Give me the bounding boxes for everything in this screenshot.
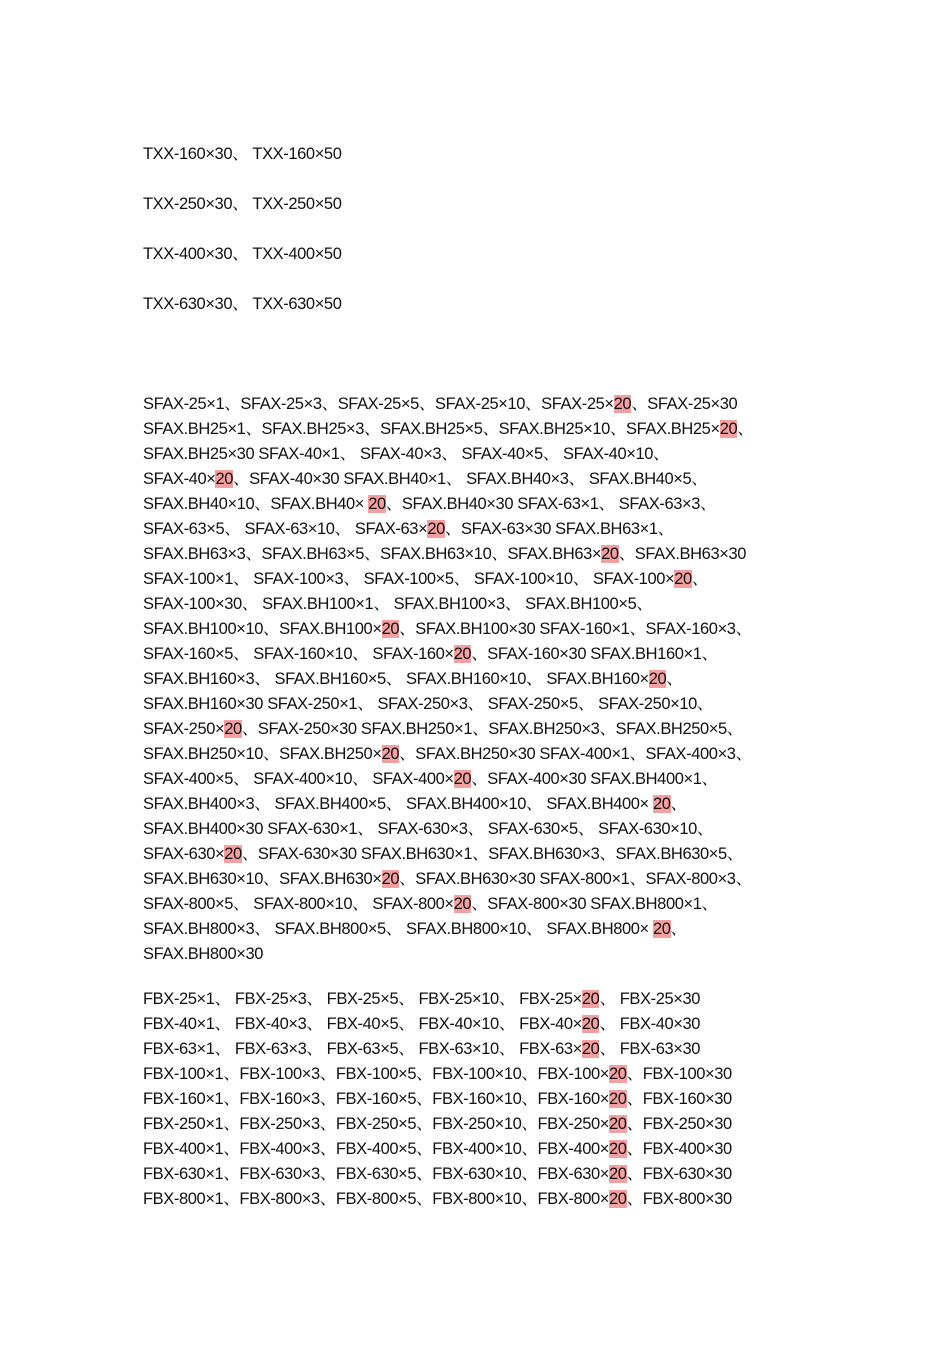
text-segment: SFAX-63×5、 SFAX-63×10、 SFAX-63× — [143, 520, 428, 538]
text-segment: 、SFAX-800×30 SFAX.BH800×1、 — [471, 895, 718, 913]
text-segment: SFAX.BH160×3、 SFAX.BH160×5、 SFAX.BH160×10、 SFAX.BH160× — [143, 670, 649, 688]
text-segment: 、SFAX-63×30 SFAX.BH63×1、 — [444, 520, 674, 538]
text-segment: 、 — [737, 420, 754, 438]
text-line — [143, 492, 823, 517]
highlighted-text: 20 — [609, 1065, 627, 1083]
text-segment: 、SFAX.BH40×30 SFAX-63×1、 SFAX-63×3、 — [385, 495, 717, 513]
text-segment: 、SFAX.BH100×30 SFAX-160×1、SFAX-160×3、 — [399, 620, 752, 638]
text-segment: SFAX-40× — [143, 470, 216, 488]
highlighted-text: 20 — [609, 1190, 627, 1208]
text-segment: TXX-630×30、 TXX-630×50 — [143, 295, 342, 313]
fbx-section — [143, 987, 823, 1212]
text-line — [143, 292, 823, 317]
text-line — [143, 792, 823, 817]
highlighted-text: 20 — [719, 420, 738, 438]
text-line — [143, 142, 823, 167]
text-line — [143, 892, 823, 917]
text-segment: SFAX.BH25×30 SFAX-40×1、 SFAX-40×3、 SFAX-40×5、 SFAX-40×10、 — [143, 445, 670, 463]
text-line — [143, 1112, 823, 1137]
text-segment: 、 — [670, 920, 687, 938]
text-segment: 、SFAX-40×30 SFAX.BH40×1、 SFAX.BH40×3、 SFAX.BH40×5、 — [233, 470, 708, 488]
text-line — [143, 617, 823, 642]
text-segment: TXX-160×30、 TXX-160×50 — [143, 145, 342, 163]
highlighted-text: 20 — [601, 545, 619, 563]
text-segment: 、FBX-800×30 — [626, 1190, 732, 1208]
highlighted-text: 20 — [581, 990, 600, 1008]
text-segment: 、 — [666, 670, 683, 688]
highlighted-text: 20 — [368, 495, 386, 513]
text-line — [143, 1087, 823, 1112]
text-segment: SFAX-100×1、 SFAX-100×3、 SFAX-100×5、 SFAX-100×10、 SFAX-100× — [143, 570, 675, 588]
text-segment: 、SFAX-400×30 SFAX.BH400×1、 — [471, 770, 718, 788]
txx-section — [143, 142, 823, 317]
highlighted-text: 20 — [381, 745, 400, 763]
highlighted-text: 20 — [453, 770, 472, 788]
highlighted-text: 20 — [427, 520, 445, 538]
highlighted-text: 20 — [581, 1040, 600, 1058]
text-segment: 、FBX-400×30 — [626, 1140, 732, 1158]
text-segment: SFAX-160×5、 SFAX-160×10、 SFAX-160× — [143, 645, 454, 663]
highlighted-text: 20 — [613, 395, 632, 413]
text-line — [143, 567, 823, 592]
text-segment: SFAX.BH400×30 SFAX-630×1、 SFAX-630×3、 SFAX-630×5、 SFAX-630×10、 — [143, 820, 714, 838]
highlighted-text: 20 — [609, 1115, 627, 1133]
text-segment: SFAX.BH160×30 SFAX-250×1、 SFAX-250×3、 SFAX-250×5、 SFAX-250×10、 — [143, 695, 714, 713]
text-segment: 、FBX-160×30 — [626, 1090, 732, 1108]
text-line — [143, 987, 823, 1012]
sfax-section — [143, 392, 823, 967]
text-line — [143, 1012, 823, 1037]
text-line — [143, 692, 823, 717]
text-segment: SFAX.BH100×10、SFAX.BH100× — [143, 620, 382, 638]
text-segment: FBX-630×1、FBX-630×3、FBX-630×5、FBX-630×10、FBX-630× — [143, 1165, 610, 1183]
section-gap — [143, 967, 823, 987]
text-segment: SFAX-800×5、 SFAX-800×10、 SFAX-800× — [143, 895, 454, 913]
text-segment: 、 FBX-63×30 — [599, 1040, 701, 1058]
text-segment: 、 — [670, 795, 687, 813]
text-line — [143, 1037, 823, 1062]
text-segment: FBX-800×1、FBX-800×3、FBX-800×5、FBX-800×10、FBX-800× — [143, 1190, 610, 1208]
text-line — [143, 1187, 823, 1212]
highlighted-text: 20 — [674, 570, 692, 588]
highlighted-text: 20 — [581, 1015, 600, 1033]
text-line — [143, 542, 823, 567]
text-segment: SFAX.BH250×10、SFAX.BH250× — [143, 745, 382, 763]
text-segment: SFAX.BH800×30 — [143, 945, 264, 963]
text-segment: 、SFAX.BH630×30 SFAX-800×1、SFAX-800×3、 — [399, 870, 752, 888]
text-line — [143, 517, 823, 542]
text-line — [143, 442, 823, 467]
text-segment: FBX-160×1、FBX-160×3、FBX-160×5、FBX-160×10、FBX-160× — [143, 1090, 610, 1108]
highlighted-text: 20 — [652, 795, 671, 813]
text-segment: SFAX.BH400×3、 SFAX.BH400×5、 SFAX.BH400×10、 SFAX.BH400× — [143, 795, 653, 813]
highlighted-text: 20 — [381, 870, 400, 888]
highlighted-text: 20 — [609, 1140, 627, 1158]
text-line — [143, 817, 823, 842]
text-segment: 、SFAX-630×30 SFAX.BH630×1、SFAX.BH630×3、SFAX.BH630×5、 — [241, 845, 743, 863]
text-segment: 、FBX-100×30 — [626, 1065, 732, 1083]
text-segment: 、 — [691, 570, 708, 588]
text-line — [143, 1137, 823, 1162]
text-segment: FBX-63×1、 FBX-63×3、 FBX-63×5、 FBX-63×10、 FBX-63× — [143, 1040, 582, 1058]
text-segment: SFAX-100×30、 SFAX.BH100×1、 SFAX.BH100×3、 SFAX.BH100×5、 — [143, 595, 653, 613]
text-segment: TXX-250×30、 TXX-250×50 — [143, 195, 342, 213]
text-line — [143, 767, 823, 792]
text-segment: SFAX.BH800×3、 SFAX.BH800×5、 SFAX.BH800×10、 SFAX.BH800× — [143, 920, 653, 938]
text-line — [143, 867, 823, 892]
text-segment: SFAX-400×5、 SFAX-400×10、 SFAX-400× — [143, 770, 454, 788]
highlighted-text: 20 — [224, 845, 242, 863]
text-segment: SFAX.BH25×1、SFAX.BH25×3、SFAX.BH25×5、SFAX.BH25×10、SFAX.BH25× — [143, 420, 720, 438]
text-segment: SFAX.BH630×10、SFAX.BH630× — [143, 870, 382, 888]
text-line — [143, 417, 823, 442]
text-line — [143, 842, 823, 867]
text-segment: SFAX-250× — [143, 720, 225, 738]
text-line — [143, 1062, 823, 1087]
text-segment: 、SFAX-160×30 SFAX.BH160×1、 — [471, 645, 718, 663]
text-line — [143, 467, 823, 492]
text-line — [143, 192, 823, 217]
document-page — [143, 142, 823, 1212]
text-segment: FBX-40×1、 FBX-40×3、 FBX-40×5、 FBX-40×10、 FBX-40× — [143, 1015, 582, 1033]
text-segment: 、SFAX.BH63×30 — [618, 545, 747, 563]
text-line — [143, 1162, 823, 1187]
text-segment: 、FBX-630×30 — [626, 1165, 732, 1183]
text-line — [143, 242, 823, 267]
highlighted-text: 20 — [648, 670, 667, 688]
text-line — [143, 742, 823, 767]
text-segment: SFAX-630× — [143, 845, 225, 863]
section-gap — [143, 342, 823, 392]
text-segment: 、 FBX-40×30 — [599, 1015, 701, 1033]
text-segment: FBX-400×1、FBX-400×3、FBX-400×5、FBX-400×10、FBX-400× — [143, 1140, 610, 1158]
text-segment: 、SFAX.BH250×30 SFAX-400×1、SFAX-400×3、 — [399, 745, 752, 763]
text-segment: 、FBX-250×30 — [626, 1115, 732, 1133]
text-segment: SFAX.BH40×10、SFAX.BH40× — [143, 495, 369, 513]
text-line — [143, 917, 823, 942]
text-line — [143, 717, 823, 742]
highlighted-text: 20 — [453, 895, 472, 913]
text-segment: SFAX.BH63×3、SFAX.BH63×5、SFAX.BH63×10、SFAX.BH63× — [143, 545, 602, 563]
highlighted-text: 20 — [652, 920, 671, 938]
text-segment: 、SFAX-250×30 SFAX.BH250×1、SFAX.BH250×3、SFAX.BH250×5、 — [241, 720, 743, 738]
text-segment: TXX-400×30、 TXX-400×50 — [143, 245, 342, 263]
text-segment: SFAX-25×1、SFAX-25×3、SFAX-25×5、SFAX-25×10、SFAX-25× — [143, 395, 614, 413]
text-segment: FBX-25×1、 FBX-25×3、 FBX-25×5、 FBX-25×10、 FBX-25× — [143, 990, 582, 1008]
text-line — [143, 642, 823, 667]
highlighted-text: 20 — [215, 470, 234, 488]
text-line — [143, 667, 823, 692]
highlighted-text: 20 — [609, 1090, 627, 1108]
highlighted-text: 20 — [224, 720, 242, 738]
text-segment: 、 FBX-25×30 — [599, 990, 701, 1008]
highlighted-text: 20 — [609, 1165, 627, 1183]
highlighted-text: 20 — [381, 620, 400, 638]
text-segment: FBX-100×1、FBX-100×3、FBX-100×5、FBX-100×10、FBX-100× — [143, 1065, 610, 1083]
text-segment: FBX-250×1、FBX-250×3、FBX-250×5、FBX-250×10、FBX-250× — [143, 1115, 610, 1133]
text-segment: 、SFAX-25×30 — [631, 395, 738, 413]
text-line — [143, 592, 823, 617]
highlighted-text: 20 — [453, 645, 472, 663]
text-line — [143, 942, 823, 967]
text-line — [143, 392, 823, 417]
